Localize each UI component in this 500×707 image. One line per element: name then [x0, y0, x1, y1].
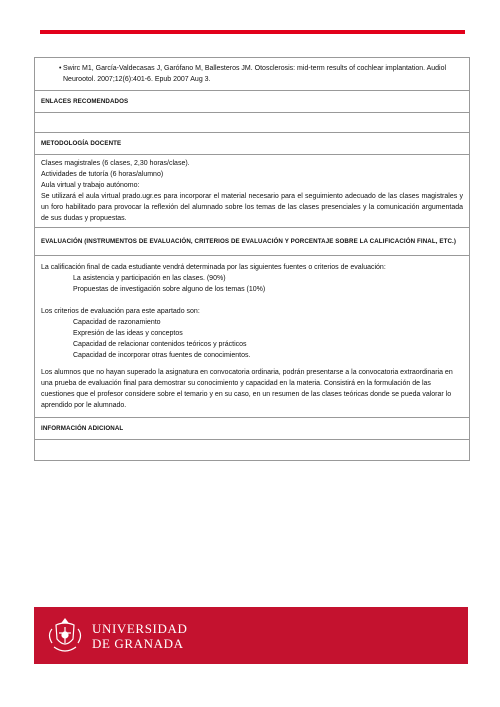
reference-text: Swirc M1, García-Valdecasas J, Garófano M, Ballesteros JM. Otosclerosis: mid-term results of cochlear implantation. Audiol Neurootol. 2007;12(6):401-6. Epub 2007 Aug 3. — [63, 65, 447, 83]
bullet-icon: • — [59, 65, 62, 72]
metodologia-paragraph: Se utilizará el aula virtual prado.ugr.es para incorporar el material necesario para el seguimiento adecuado de las clases magistrales y un foro habilitado para provocar la reflexión del alumnado sobre los temas de las clases presenciales y la comunicación argumentada de sus dudas y propuestas. — [41, 193, 463, 222]
criteria-item: Capacidad de relacionar contenidos teóricos y prácticos — [73, 341, 247, 348]
university-name-line: DE GRANADA — [92, 635, 184, 651]
criteria-item: Capacidad de razonamiento — [73, 319, 161, 326]
enlaces-heading-row — [35, 91, 469, 113]
metodologia-content — [35, 155, 469, 228]
evaluacion-item: La asistencia y participación en las clases. (90%) — [73, 275, 226, 282]
evaluacion-heading-row — [35, 228, 469, 256]
header-accent-bar — [40, 30, 465, 34]
info-heading-row — [35, 418, 469, 440]
course-guide-table — [34, 57, 470, 461]
metodologia-line: Actividades de tutoría (6 horas/alumno) — [41, 171, 164, 178]
university-name — [92, 621, 187, 651]
criteria-item: Capacidad de incorporar otras fuentes de conocimientos. — [73, 352, 251, 359]
section-heading-evaluacion: EVALUACIÓN (INSTRUMENTOS DE EVALUACIÓN, CRITERIOS DE EVALUACIÓN Y PORCENTAJE SOBRE LA CALIFICACIÓN FINAL, ETC.) — [41, 238, 457, 245]
university-crest-icon — [42, 613, 88, 659]
section-heading-metodologia: METODOLOGÍA DOCENTE — [41, 140, 122, 147]
university-footer — [34, 607, 468, 664]
evaluacion-item: Propuestas de investigación sobre alguno de los temas (10%) — [73, 286, 266, 293]
enlaces-content — [35, 113, 469, 133]
info-content — [35, 440, 469, 460]
section-heading-info: INFORMACIÓN ADICIONAL — [41, 425, 124, 432]
evaluacion-paragraph: Los alumnos que no hayan superado la asignatura en convocatoria ordinaria, podrán presentarse a la convocatoria extraordinaria en una prueba de evaluación final para demostrar su conocimiento y capacidad en la materia. Consistirá en la formulación de las cuestiones que el profesor considere sobre el temario y en su caso, en un resumen de las clases teóricas donde se pueda valorar lo aprendido por le alumnado. — [41, 369, 453, 409]
metodologia-line: Clases magistrales (6 clases, 2,30 horas/clase). — [41, 160, 190, 167]
criteria-item: Expresión de las ideas y conceptos — [73, 330, 183, 337]
reference-row — [35, 58, 469, 91]
evaluacion-intro: La calificación final de cada estudiante vendrá determinada por las siguientes fuentes o criterios de evaluación: — [41, 264, 386, 271]
section-heading-enlaces: ENLACES RECOMENDADOS — [41, 98, 129, 105]
metodologia-heading-row — [35, 133, 469, 155]
university-name-line: UNIVERSIDAD — [92, 620, 188, 636]
metodologia-line: Aula virtual y trabajo autónomo: — [41, 182, 140, 189]
evaluacion-content — [35, 256, 469, 418]
criteria-intro: Los criterios de evaluación para este apartado son: — [41, 308, 200, 315]
